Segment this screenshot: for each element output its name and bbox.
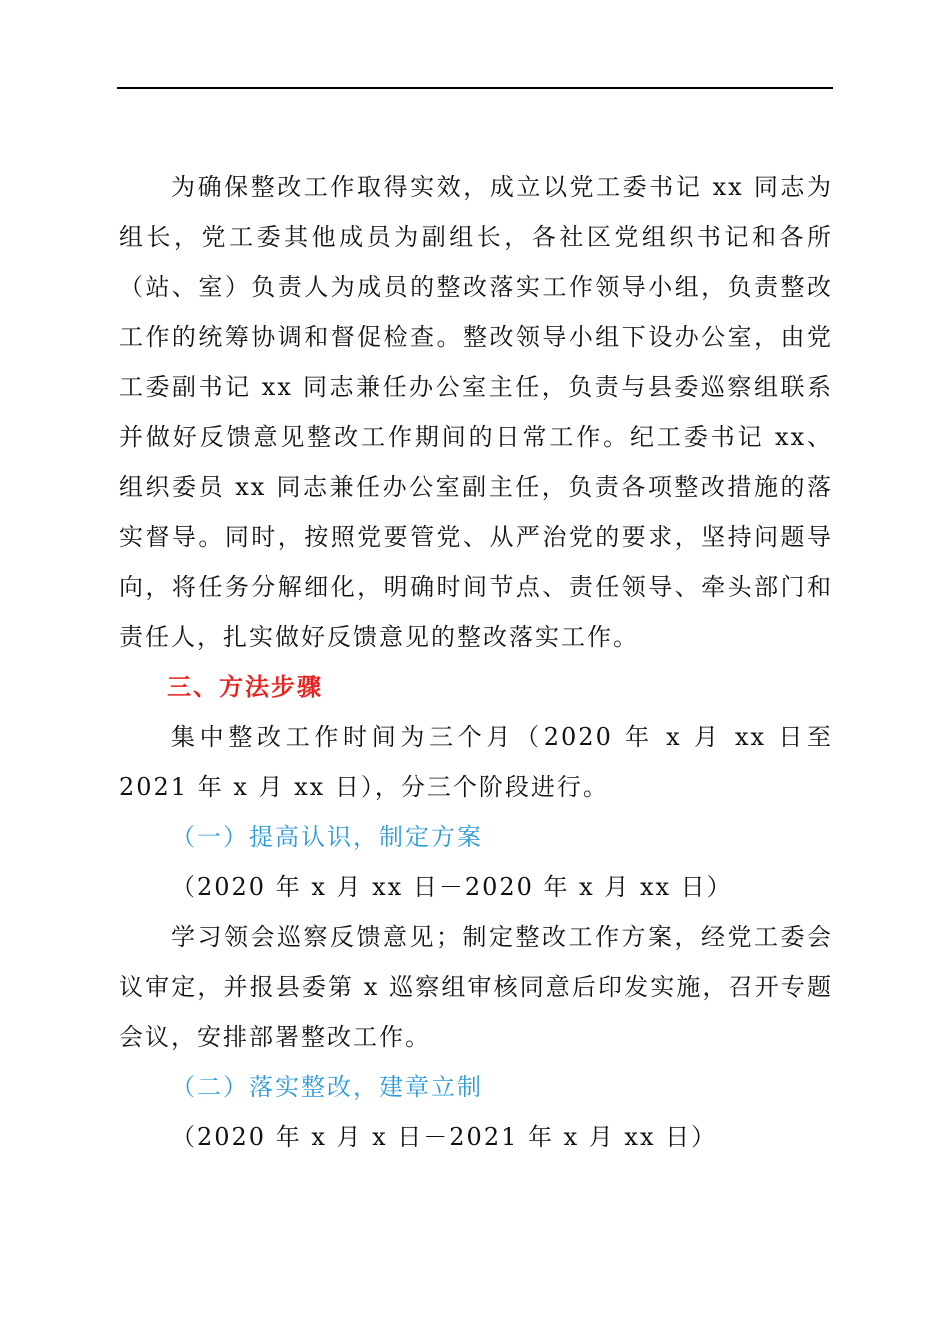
paragraph-stage-1: 学习领会巡察反馈意见；制定整改工作方案，经党工委会议审定，并报县委第 x 巡察组审核同意后印发实施，召开专题会议，安排部署整改工作。 <box>119 923 833 1051</box>
stage-heading-2: （二）落实整改，建章立制 <box>171 1073 483 1101</box>
stage-date-1: （2020 年 x 月 xx 日－2020 年 x 月 xx 日） <box>171 873 733 901</box>
header-rule <box>117 87 833 89</box>
section-heading-methods: 三、方法步骤 <box>167 673 323 701</box>
document-body <box>119 162 833 1162</box>
paragraph-leading-group: 为确保整改工作取得实效，成立以党工委书记 xx 同志为组长，党工委其他成员为副组长，各社区党组织书记和各所（站、室）负责人为成员的整改落实工作领导小组，负责整改工作的统筹协调和督促检查。整改领导小组下设办公室，由党工委副书记 xx 同志兼任办公室主任，负责与县委巡察组联系并做好反馈意见整改工作期间的日常工作。纪工委书记 xx、组织委员 xx 同志兼任办公室副主任，负责各项整改措施的落实督导。同时，按照党要管党、从严治党的要求，坚持问题导向，将任务分解细化，明确时间节点、责任领导、牵头部门和责任人，扎实做好反馈意见的整改落实工作。 <box>119 173 833 651</box>
stage-heading-1: （一）提高认识，制定方案 <box>171 823 483 851</box>
stage-date-2: （2020 年 x 月 x 日－2021 年 x 月 xx 日） <box>171 1123 718 1151</box>
paragraph-timeline: 集中整改工作时间为三个月（2020 年 x 月 xx 日至 2021 年 x 月 xx 日），分三个阶段进行。 <box>119 723 833 801</box>
